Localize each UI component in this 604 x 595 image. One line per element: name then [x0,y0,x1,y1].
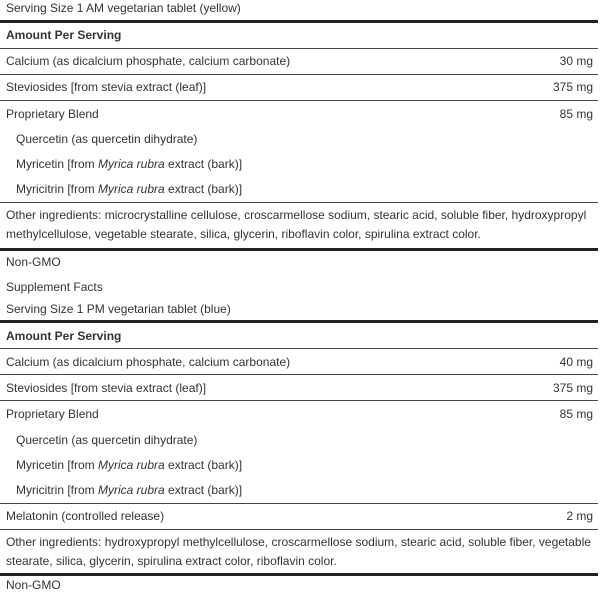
blend-item-name: Quercetin (as quercetin dihydrate) [16,433,198,447]
blend-item-name [16,157,242,172]
blend-item-suffix: extract (bark)] [164,182,243,196]
other-ingredients-pm [0,533,598,571]
divider-thick [0,320,598,323]
other-ingredients-text: Other ingredients: microcrystalline cellulose, croscarmellose sodium, stearic acid, soluble fiber, hydroxypropyl methylcellulose, vegetable stearate, silica, glycerin, riboflavin color, spirulina extract color. [6,208,587,241]
nutrient-row-blend-am [0,107,598,122]
nutrient-amount: 40 mg [559,355,593,369]
nutrient-row-melatonin-pm [0,509,598,524]
nutrient-row-blend-pm [0,407,598,422]
nutrient-amount: 85 mg [559,107,593,121]
supplement-facts-title-text: Supplement Facts [6,280,103,294]
serving-size-am-text: Serving Size 1 AM vegetarian tablet (yellow) [6,1,241,15]
blend-item-name [16,182,242,197]
blend-item-species: Myrica rubra [98,483,165,497]
nutrient-row-steviosides-pm [0,381,598,396]
blend-item-species: Myrica rubra [98,182,165,196]
blend-item-quercetin-am [0,132,598,147]
blend-item-myricetin-am [0,157,598,172]
amount-per-serving-header-pm [0,329,598,344]
blend-item-myricetin-pm [0,458,598,473]
blend-item-quercetin-pm [0,433,598,448]
divider [0,74,598,75]
supplement-facts-title [0,280,598,295]
blend-item-species: Myrica rubra [98,157,165,171]
nutrient-row-calcium-am [0,54,598,69]
non-gmo-text: Non-GMO [6,578,61,592]
amount-per-serving-header-am [0,28,598,43]
nutrient-row-calcium-pm [0,355,598,370]
other-ingredients-am [0,206,598,244]
divider [0,100,598,101]
blend-item-name [16,483,242,498]
divider [0,400,598,401]
amount-per-serving-text: Amount Per Serving [6,28,122,42]
blend-item-name [16,458,242,473]
non-gmo-text: Non-GMO [6,255,61,269]
nutrient-name: Proprietary Blend [6,407,99,421]
serving-size-am [0,1,598,16]
blend-item-prefix: Myricetin [from [16,157,99,171]
divider [0,503,598,504]
other-ingredients-text: Other ingredients: hydroxypropyl methylcellulose, croscarmellose sodium, stearic acid, soluble fiber, vegetable stearate, silica, glycerin, spirulina extract color, riboflavin color. [6,535,591,568]
divider [0,48,598,49]
non-gmo-pm [0,578,598,593]
divider [0,348,598,349]
blend-item-myricitrin-pm [0,483,598,498]
serving-size-pm-text: Serving Size 1 PM vegetarian tablet (blue) [6,302,231,316]
blend-item-suffix: extract (bark)] [164,458,243,472]
amount-per-serving-text: Amount Per Serving [6,329,122,343]
blend-item-suffix: extract (bark)] [164,483,243,497]
nutrient-amount: 375 mg [552,381,593,395]
blend-item-name: Quercetin (as quercetin dihydrate) [16,132,198,146]
nutrient-amount: 375 mg [552,80,593,94]
blend-item-species: Myrica rubra [98,458,165,472]
nutrient-name: Proprietary Blend [6,107,99,121]
nutrient-amount: 85 mg [559,407,593,421]
divider [0,374,598,375]
nutrient-name: Calcium (as dicalcium phosphate, calcium carbonate) [6,355,291,369]
divider-thick [0,20,598,23]
divider [0,202,598,203]
nutrient-name: Melatonin (controlled release) [6,509,165,523]
serving-size-pm [0,302,598,317]
blend-item-prefix: Myricetin [from [16,458,99,472]
nutrient-name: Steviosides [from stevia extract (leaf)] [6,381,207,395]
blend-item-prefix: Myricitrin [from [16,483,98,497]
nutrient-name: Calcium (as dicalcium phosphate, calcium carbonate) [6,54,291,68]
nutrient-name: Steviosides [from stevia extract (leaf)] [6,80,207,94]
blend-item-suffix: extract (bark)] [164,157,243,171]
blend-item-myricitrin-am [0,182,598,197]
nutrient-amount: 2 mg [566,509,593,523]
divider [0,529,598,530]
nutrient-row-steviosides-am [0,80,598,95]
blend-item-prefix: Myricitrin [from [16,182,98,196]
non-gmo-am [0,255,598,270]
divider-thick [0,573,598,576]
divider-thick [0,248,598,251]
nutrient-amount: 30 mg [559,54,593,68]
